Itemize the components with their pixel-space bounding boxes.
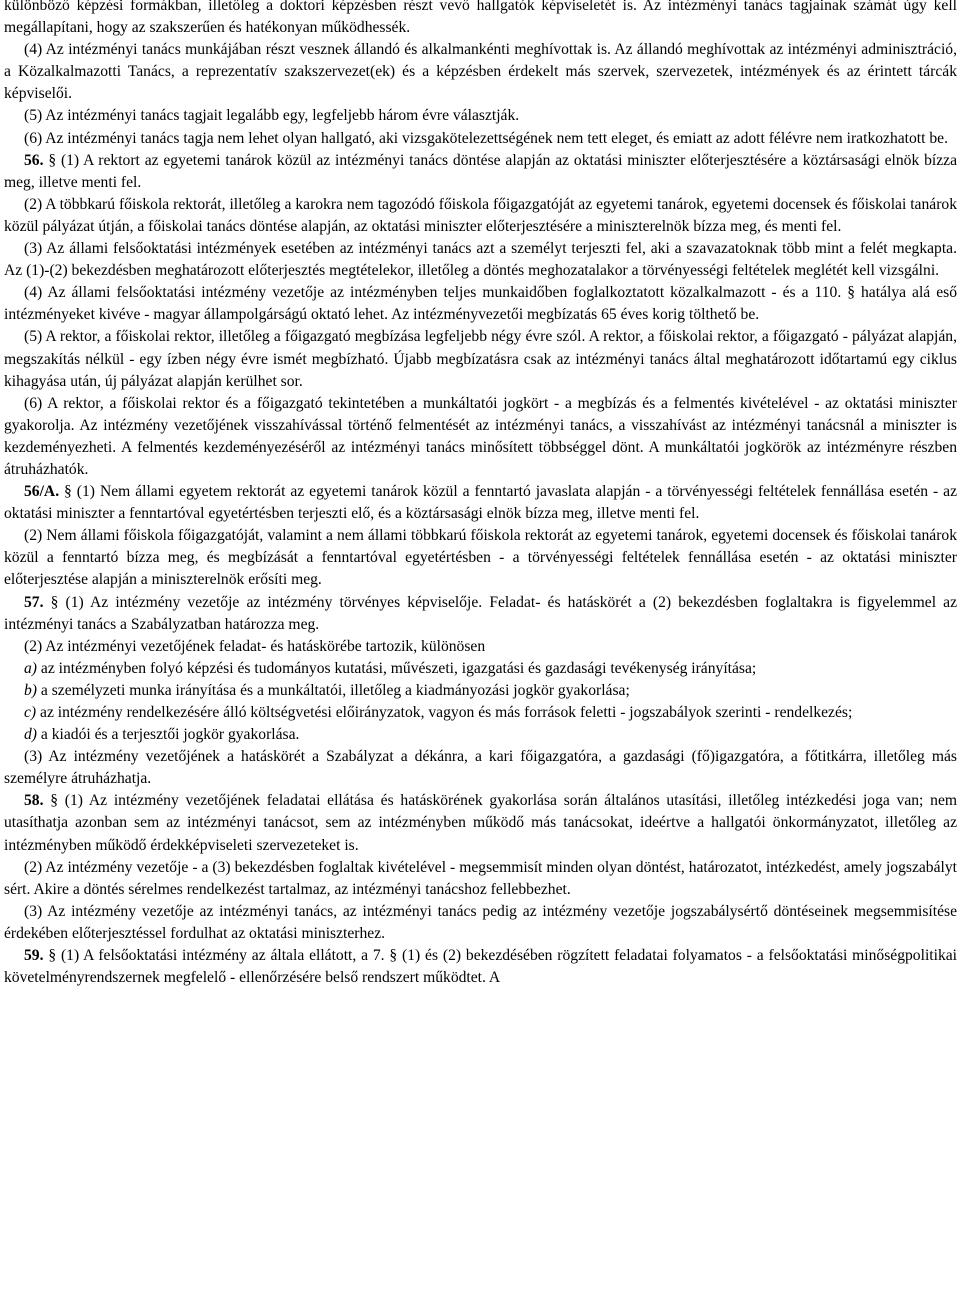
paragraph xyxy=(4,150,957,194)
paragraph-text: (4) Az állami felsőoktatási intézmény vezetője az intézményben teljes munkaidőben foglalkoztatott közalkalmazott - és a 110. § hatálya alá eső intézményeket kivéve - magyar állampolgárságú oktató lehet. Az intézményvezetői megbízatás 65 éves korig tölthető be. xyxy=(4,284,957,324)
paragraph xyxy=(4,901,957,945)
paragraph xyxy=(4,105,957,127)
paragraph xyxy=(4,128,957,150)
paragraph xyxy=(4,326,957,392)
paragraph-text: (3) Az intézmény vezetője az intézményi tanács, az intézményi tanács pedig az intézmény vezetője jogszabálysértő döntéseinek megsemmisítése érdekében előterjesztéssel fordulhat az oktatási miniszterhez. xyxy=(4,902,957,942)
paragraph xyxy=(4,658,957,680)
point-letter: a) xyxy=(24,659,37,677)
paragraph xyxy=(4,282,957,326)
paragraph-text: különböző képzési formákban, illetőleg a doktori képzésben részt vevő hallgatók képviseletét is. Az intézményi tanács tagjainak számát úgy kell megállapítani, hogy az szakszerűen és hatékonyan működhessék. xyxy=(4,0,957,37)
section-number: 56. xyxy=(24,151,44,169)
paragraph-text: (5) Az intézményi tanács tagjait legalább egy, legfeljebb három évre választják. xyxy=(24,107,520,125)
section-number: 59. xyxy=(24,947,44,965)
paragraph xyxy=(4,724,957,746)
paragraph-text: § (1) A rektort az egyetemi tanárok közül az intézményi tanács döntése alapján az oktatási miniszter előterjesztésére a köztársasági elnök bízza meg, illetve menti fel. xyxy=(4,151,957,191)
paragraph-text: (3) Az intézmény vezetőjének a hatáskörét a Szabályzat a dékánra, a kari főigazgatóra, a gazdasági (fő)igazgatóra, a főtitkárra, illetőleg más személyre átruházhatja. xyxy=(4,748,957,788)
paragraph-text: (3) Az állami felsőoktatási intézmények esetében az intézményi tanács azt a személyt terjeszti fel, aki a szavazatoknak több mint a felét megkapta. Az (1)-(2) bekezdésben meghatározott előterjesztés megtételekor, illetőleg a döntés meghozatalakor a törvényességi feltételek meglétét kell vizsgálni. xyxy=(4,240,957,280)
paragraph-text: § (1) Az intézmény vezetőjének feladatai ellátása és hatáskörének gyakorlása során általános utasítási, illetőleg intézkedési joga van; nem utasíthatja azonban sem az intézményi tanácsot, sem az intézményben működő más tanácsokat, ideértve a hallgatói önkormányzatot, illetőleg az intézményben működő érdekképviseleti szervezeteket is. xyxy=(4,792,957,854)
paragraph xyxy=(4,857,957,901)
paragraph-text: (6) A rektor, a főiskolai rektor és a főigazgató tekintetében a munkáltatói jogkört - a megbízás és a felmentés kivételével - az oktatási miniszter gyakorolja. Az intézmény vezetőjének visszahívással történő felmentését az intézményi tanács, a visszahívást az intézményi tanácsnál a miniszter is kezdeményezheti. A felmentés kezdeményezéséről az intézményi tanács minősített többséggel dönt. A munkáltatói jogkörök az intézményre részben átruházhatók. xyxy=(4,394,957,478)
section-number: 58. xyxy=(24,792,44,810)
paragraph xyxy=(4,194,957,238)
paragraph xyxy=(4,39,957,105)
paragraph-text: § (1) A felsőoktatási intézmény az általa ellátott, a 7. § (1) és (2) bekezdésében rögzített feladatai folyamatos - a felsőoktatási minőségpolitikai követelményrendszernek megfelelő - ellenőrzésére belső rendszert működtet. A xyxy=(4,947,957,987)
paragraph xyxy=(4,746,957,790)
paragraph-text: § (1) Nem állami egyetem rektorát az egyetemi tanárok közül a fenntartó javaslata alapján - a törvényességi feltételek fennállása esetén - az oktatási miniszter a fenntartóval egyetértésben terjeszti elő, és a köztársasági elnök bízza meg, illetve menti fel. xyxy=(4,483,957,523)
point-letter: c) xyxy=(24,704,37,721)
paragraph xyxy=(4,945,957,989)
paragraph-text: (2) Nem állami főiskola főigazgatóját, valamint a nem állami többkarú főiskola rektorát az egyetemi tanárok, egyetemi docensek és főiskolai tanárok közül a fenntartó bízza meg, és megbízását a fenntartóval egyetértésben - a törvényességi feltételek fennállása esetén - az oktatási miniszter előterjesztése alapján a miniszterelnök erősíti meg. xyxy=(4,527,957,589)
paragraph-text: a kiadói és a terjesztői jogkör gyakorlása. xyxy=(37,726,300,744)
paragraph-text: (6) Az intézményi tanács tagja nem lehet olyan hallgató, aki vizsgakötelezettségének nem tett eleget, és emiatt az adott félévre nem iratkozhatott be. xyxy=(24,129,948,147)
paragraph-text: (2) Az intézményi vezetőjének feladat- és hatáskörébe tartozik, különösen xyxy=(24,637,486,655)
paragraph-text: (4) Az intézményi tanács munkájában részt vesznek állandó és alkalmankénti meghívottak is. Az állandó meghívottak az intézményi adminisztráció, a Közalkalmazotti Tanács, a reprezentatív szakszervezet(ek) és a képzésben érdekelt más szervek, szervezetek, intézmények és az érintett tárcák képviselői. xyxy=(4,41,957,103)
paragraph-text: (2) A többkarú főiskola rektorát, illetőleg a karokra nem tagozódó főiskola főigazgatóját az egyetemi tanárok, egyetemi docensek és főiskolai tanárok közül pályázat útján, a főiskolai tanács döntése alapján, az oktatási miniszter előterjesztésére a miniszterelnök bízza meg, és menti fel. xyxy=(4,195,957,235)
paragraph xyxy=(4,481,957,525)
paragraph xyxy=(4,0,957,39)
document-page xyxy=(4,0,957,989)
paragraph-text: (2) Az intézmény vezetője - a (3) bekezdésben foglaltak kivételével - megsemmisít minden olyan döntést, határozatot, intézkedést, amely jogszabályt sért. Akire a döntés sérelmes rendelkezést tartalmaz, az intézményi tanácshoz fellebbezhet. xyxy=(4,858,957,898)
paragraph-text: a személyzeti munka irányítása és a munkáltatói, illetőleg a kiadmányozási jogkör gyakorlása; xyxy=(37,681,630,699)
paragraph xyxy=(4,592,957,636)
paragraph xyxy=(4,702,957,724)
section-number: 57. xyxy=(24,593,44,611)
paragraph xyxy=(4,790,957,856)
paragraph-text: (5) A rektor, a főiskolai rektor, illetőleg a főigazgató megbízása legfeljebb négy évre szól. A rektor, a főiskolai rektor, a főigazgató - pályázat alapján, megszakítás nélkül - egy ízben négy évre ismét megbízható. Újabb megbízatásra csak az intézményi tanács által meghatározott időtartamú egy ciklus kihagyása után, új pályázat alapján kerülhet sor. xyxy=(4,328,957,390)
paragraph xyxy=(4,238,957,282)
point-letter: d) xyxy=(24,726,37,744)
paragraph xyxy=(4,525,957,591)
section-number: 56/A. xyxy=(24,483,60,501)
paragraph-text: az intézményben folyó képzési és tudományos kutatási, művészeti, igazgatási és gazdasági tevékenység irányítása; xyxy=(37,659,757,677)
paragraph xyxy=(4,680,957,702)
paragraph-text: az intézmény rendelkezésére álló költségvetési előirányzatok, vagyon és más források feletti - jogszabályok szerinti - rendelkezés; xyxy=(36,704,853,721)
paragraph-text: § (1) Az intézmény vezetője az intézmény törvényes képviselője. Feladat- és hatáskörét a (2) bekezdésben foglaltakra is figyelemmel az intézményi tanács a Szabályzatban határozza meg. xyxy=(4,593,957,633)
paragraph xyxy=(4,393,957,481)
paragraph xyxy=(4,636,957,658)
point-letter: b) xyxy=(24,681,37,699)
